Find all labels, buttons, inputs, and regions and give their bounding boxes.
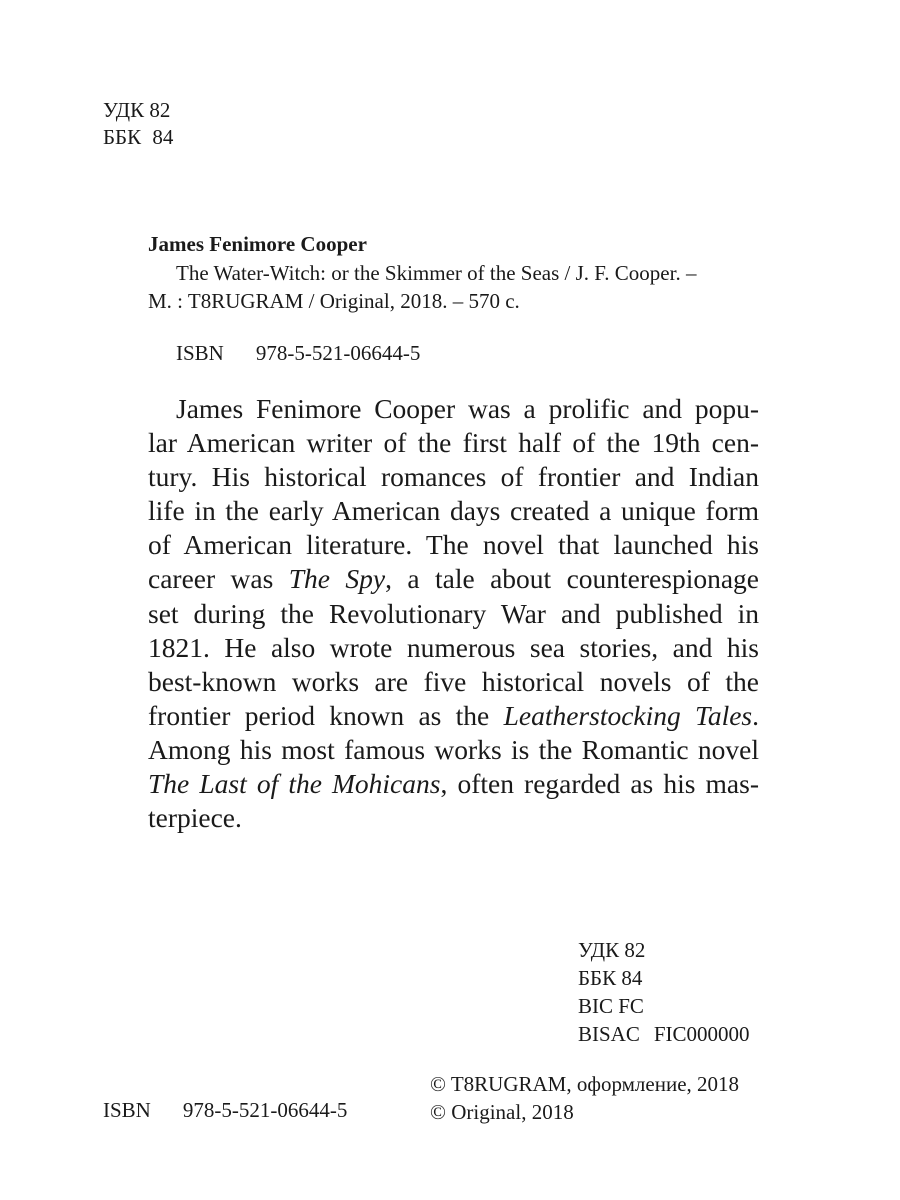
isbn-label: ISBN [103,1098,151,1122]
abstract-line: 1821. He also wrote numerous sea stories, and his [148,631,759,663]
classification-codes-top [103,97,173,151]
abstract-line [148,562,759,596]
text-run: frontier period known as the [148,699,504,731]
abstract-line: life in the early American days created a unique form [148,495,759,527]
abstract-line: Among his most famous works is the Romantic novel [148,733,759,765]
abstract-line [148,699,759,733]
book-title-the-spy: The Spy [288,563,386,595]
text-run: , a tale about counterespionage [385,563,759,595]
copyright-line: © T8RUGRAM, оформление, 2018 [430,1072,740,1096]
abstract-line: terpiece. [148,802,242,834]
classification-codes-bottom [578,936,750,1048]
isbn-value: 978-5-521-06644-5 [182,1098,348,1122]
udk-code: УДК 82 [578,938,646,962]
text-run: , often regarded as his mas- [440,768,759,800]
text-run: career was [148,563,289,595]
book-title-last-of-the-mohicans: The Last of the Mohicans [148,768,441,800]
bisac-value: FIC000000 [653,1022,750,1046]
abstract-line: tury. His historical romances of frontier and Indian [148,461,759,493]
isbn-bottom [103,1097,347,1124]
isbn-value: 978-5-521-06644-5 [255,341,421,365]
publisher-line: M. : T8RUGRAM / Original, 2018. – 570 c. [148,289,520,313]
bbk-code: ББК 84 [578,966,643,990]
udk-label: УДК [103,98,145,122]
udk-value: 82 [149,98,171,122]
title-line: The Water-Witch: or the Skimmer of the Seas / J. F. Cooper. – [176,261,697,285]
abstract-line: lar American writer of the first half of the 19th cen- [148,427,759,459]
abstract-line: of American literature. The novel that launched his [148,529,759,561]
isbn-top [176,340,420,367]
abstract-line: set during the Revolutionary War and published in [148,597,759,629]
bisac-label: BISAC [578,1022,640,1046]
abstract-line: James Fenimore Cooper was a prolific and popu- [176,393,759,424]
copyright-notice [430,1070,739,1126]
abstract-line: best-known works are five historical novels of the [148,665,759,697]
isbn-label: ISBN [176,341,224,365]
bic-code: BIC FC [578,994,644,1018]
bbk-label: ББК [103,125,142,149]
author-name: James Fenimore Cooper [148,232,367,256]
text-run: . [752,699,759,731]
book-title-leatherstocking-tales: Leatherstocking Tales [503,699,753,731]
bbk-value: 84 [152,125,174,149]
copyright-line: © Original, 2018 [430,1100,574,1124]
abstract-line [148,767,759,801]
udk-code [103,97,173,124]
bibliographic-record [148,259,758,315]
bbk-code [103,124,173,151]
abstract-paragraph [148,392,759,835]
bisac-code [578,1020,750,1048]
